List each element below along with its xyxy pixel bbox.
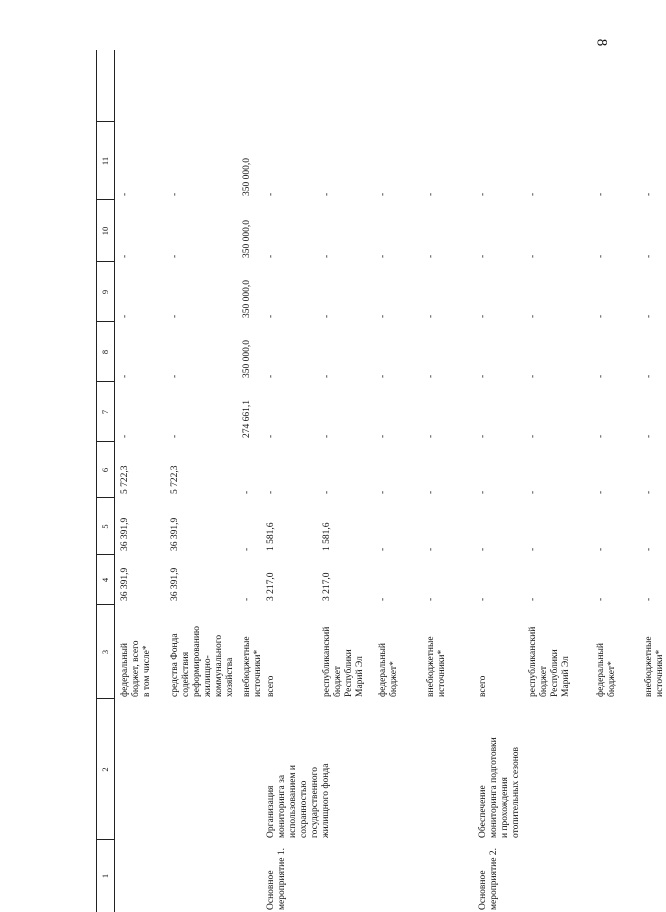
cell-value: - [266, 254, 276, 258]
cell-value: - [378, 254, 388, 258]
cell-value: - [170, 254, 180, 258]
cell-value: - [644, 374, 654, 378]
column-header-3: 3 [100, 649, 110, 655]
cell-value: - [120, 374, 130, 378]
cell-value: - [528, 192, 538, 196]
column-header-11: 11 [100, 156, 110, 166]
cell-value: - [170, 374, 180, 378]
cell-value: - [596, 434, 606, 438]
cell-value: - [644, 192, 654, 196]
cell-value: - [596, 254, 606, 258]
cell-value: - [378, 434, 388, 438]
cell-c1: Основное мероприятие 2. [478, 848, 499, 910]
column-header-1: 1 [100, 873, 110, 879]
cell-value: - [478, 597, 488, 601]
cell-value: - [266, 314, 276, 318]
cell-value: - [322, 192, 332, 196]
cell-value: - [378, 547, 388, 551]
cell-value: 350 000,0 [242, 280, 252, 318]
cell-value: - [322, 374, 332, 378]
cell-value: - [170, 192, 180, 196]
cell-value: - [426, 314, 436, 318]
cell-value: - [426, 547, 436, 551]
cell-value: - [426, 597, 436, 601]
cell-value: - [528, 314, 538, 318]
cell-c2: Организация мониторинга за использованием и сохранностью государственного жилищного фонда [266, 763, 331, 838]
cell-value: - [266, 490, 276, 494]
column-header-4: 4 [100, 577, 110, 583]
header-top-line [96, 50, 97, 912]
cell-value: - [378, 314, 388, 318]
cell-value: - [596, 192, 606, 196]
cell-value: - [378, 374, 388, 378]
cell-value: - [478, 547, 488, 551]
cell-value: - [528, 374, 538, 378]
cell-value: - [478, 490, 488, 494]
column-header-9: 9 [100, 289, 110, 295]
cell-c3: федеральный бюджет* [596, 643, 617, 697]
cell-c3: внебюджетные источники* [426, 636, 447, 697]
column-header-5: 5 [100, 524, 110, 529]
cell-value: - [644, 490, 654, 494]
cell-c3: республиканский бюджет Республики Марий Эл [322, 626, 365, 697]
cell-c3: всего [478, 675, 488, 697]
cell-c3: федеральный бюджет* [378, 643, 399, 697]
cell-value: - [322, 490, 332, 494]
cell-value: - [170, 434, 180, 438]
cell-value: 350 000,0 [242, 158, 252, 196]
cell-value: 3 217,0 [322, 572, 332, 601]
cell-value: - [322, 254, 332, 258]
cell-value: - [478, 314, 488, 318]
cell-value: 36 391,9 [120, 517, 130, 551]
cell-value: 3 217,0 [266, 572, 276, 601]
column-header-6: 6 [100, 467, 110, 473]
cell-value: - [528, 254, 538, 258]
cell-value: - [644, 597, 654, 601]
page-number: 8 [592, 38, 609, 47]
cell-c3: внебюджетные источники* [242, 636, 263, 697]
header-bottom-line [114, 50, 115, 912]
cell-value: - [528, 547, 538, 551]
cell-c3: всего [266, 675, 276, 697]
cell-c1: Основное мероприятие 1. [266, 848, 287, 910]
cell-value: - [596, 314, 606, 318]
column-header-8: 8 [100, 349, 110, 355]
cell-value: 5 722,3 [120, 465, 130, 494]
cell-c3: федеральный бюджет, всего в том числе* [120, 640, 152, 697]
cell-value: - [242, 597, 252, 601]
cell-value: 350 000,0 [242, 220, 252, 258]
cell-value: - [266, 434, 276, 438]
cell-value: - [644, 314, 654, 318]
cell-value: - [426, 192, 436, 196]
cell-value: - [528, 597, 538, 601]
cell-value: - [596, 547, 606, 551]
cell-value: - [322, 314, 332, 318]
cell-value: 36 391,9 [120, 567, 130, 601]
cell-value: - [266, 192, 276, 196]
cell-c3: республиканский бюджет Республики Марий Эл [528, 626, 571, 697]
cell-value: - [378, 192, 388, 196]
cell-value: - [378, 490, 388, 494]
cell-value: - [596, 597, 606, 601]
cell-value: 1 581,6 [266, 522, 276, 551]
cell-value: 5 722,3 [170, 465, 180, 494]
cell-value: - [170, 314, 180, 318]
cell-value: 36 391,9 [170, 567, 180, 601]
cell-value: - [596, 490, 606, 494]
cell-value: - [120, 434, 130, 438]
column-header-10: 10 [100, 226, 110, 236]
cell-value: - [528, 434, 538, 438]
column-header-7: 7 [100, 409, 110, 415]
cell-value: - [120, 192, 130, 196]
column-header-2: 2 [100, 767, 110, 772]
cell-value: 36 391,9 [170, 517, 180, 551]
cell-value: - [266, 374, 276, 378]
cell-value: - [322, 434, 332, 438]
cell-value: - [426, 374, 436, 378]
cell-value: - [478, 192, 488, 196]
cell-value: - [242, 547, 252, 551]
cell-value: - [644, 254, 654, 258]
cell-value: - [644, 434, 654, 438]
cell-value: - [426, 254, 436, 258]
cell-value: 274 661,1 [242, 400, 252, 438]
cell-value: - [528, 490, 538, 494]
cell-value: - [478, 254, 488, 258]
cell-c3: внебюджетные источники* [644, 636, 665, 697]
cell-value: - [120, 314, 130, 318]
cell-value: 1 581,6 [322, 522, 332, 551]
budget-table [96, 50, 665, 912]
cell-value: - [120, 254, 130, 258]
cell-value: - [426, 434, 436, 438]
cell-value: 350 000,0 [242, 340, 252, 378]
cell-c3: средства Фонда содействия реформированию жилищно- коммунального хозяйства [170, 625, 235, 697]
cell-value: - [478, 374, 488, 378]
cell-c2: Обеспечение мониторинга подготовки и прохождения отопительных сезонов [478, 737, 521, 838]
cell-value: - [478, 434, 488, 438]
cell-value: - [378, 597, 388, 601]
cell-value: - [426, 490, 436, 494]
cell-value: - [596, 374, 606, 378]
cell-value: - [644, 547, 654, 551]
cell-value: - [242, 490, 252, 494]
